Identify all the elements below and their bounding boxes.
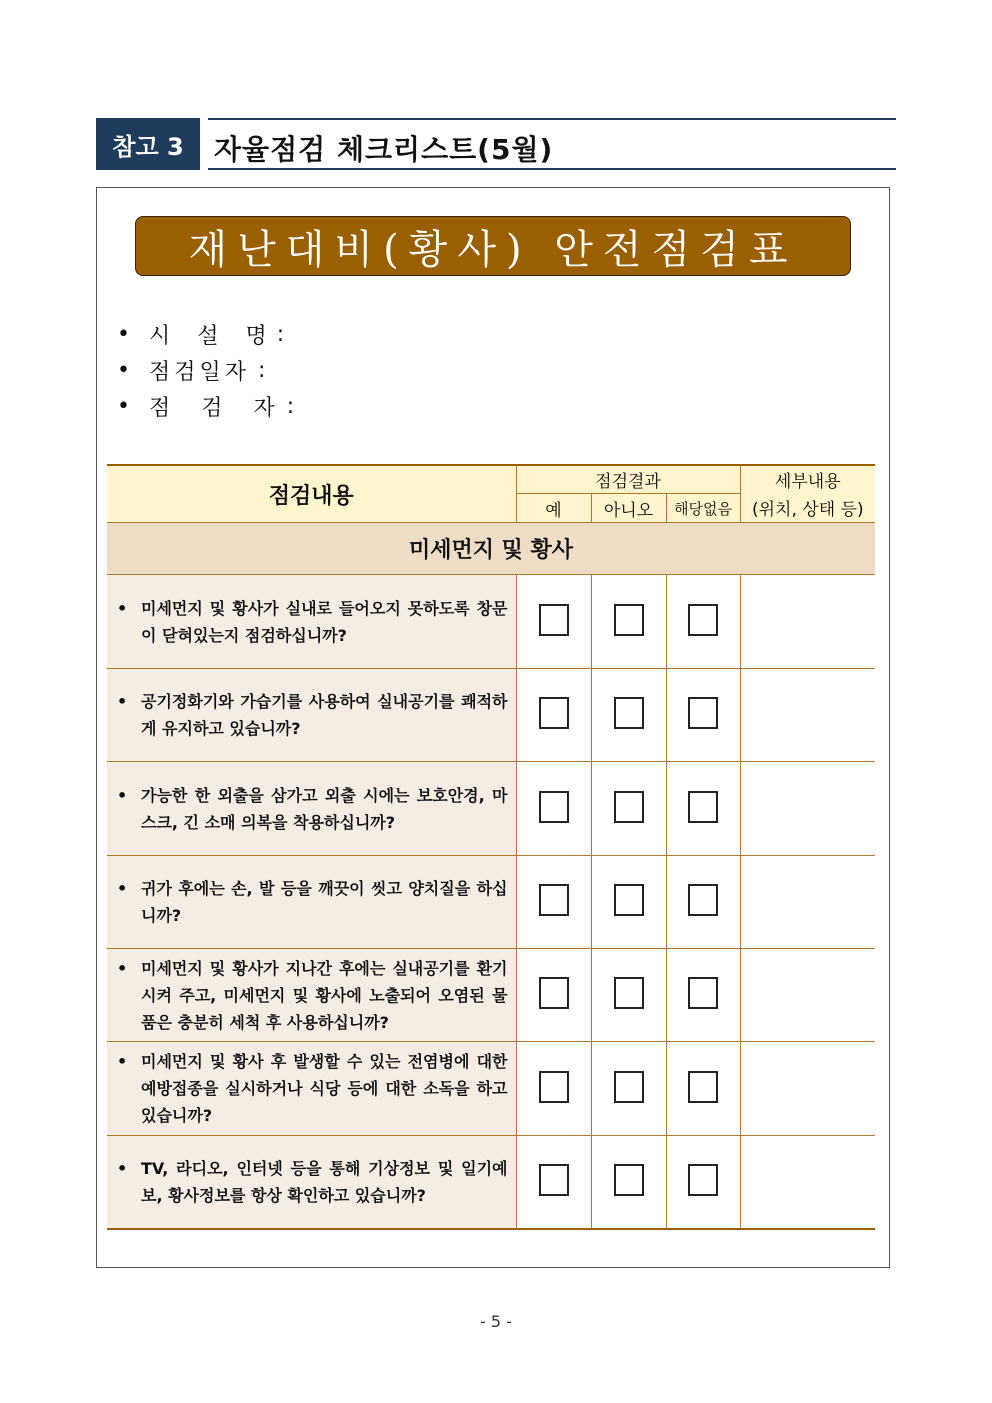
checkbox-no[interactable] xyxy=(614,884,644,916)
document-header xyxy=(96,118,896,170)
question-text: 미세먼지 및 황사가 실내로 들어오지 못하도록 창문이 닫혀있는지 점검하십니까? xyxy=(141,598,508,645)
bullet-icon: • xyxy=(117,598,128,618)
table-row xyxy=(107,856,875,949)
bullet-icon: • xyxy=(117,958,128,978)
question-text: TV, 라디오, 인터넷 등을 통해 기상정보 및 일기예보, 황사정보를 항상 확인하고 있습니까? xyxy=(141,1158,508,1205)
column-header-content: 점검내용 xyxy=(107,465,516,523)
option-no-header: 아니오 xyxy=(591,494,666,523)
question-text: 미세먼지 및 황사 후 발생할 수 있는 전염병에 대한 예방접종을 실시하거나 식당 등에 대한 소독을 하고 있습니까? xyxy=(141,1052,508,1125)
checkbox-na[interactable] xyxy=(688,1071,718,1103)
checkbox-no[interactable] xyxy=(614,1071,644,1103)
bullet-icon: • xyxy=(117,393,130,419)
checkbox-no[interactable] xyxy=(614,697,644,729)
detail-field[interactable] xyxy=(740,1042,875,1136)
checkbox-na[interactable] xyxy=(688,791,718,823)
bullet-icon: • xyxy=(117,357,130,383)
info-inspector[interactable] xyxy=(117,388,294,424)
checkbox-na[interactable] xyxy=(688,604,718,636)
checkbox-yes[interactable] xyxy=(539,791,569,823)
question-cell xyxy=(107,949,516,1042)
detail-field[interactable] xyxy=(740,762,875,856)
question-cell xyxy=(107,1042,516,1136)
checkbox-yes[interactable] xyxy=(539,1071,569,1103)
detail-field[interactable] xyxy=(740,669,875,762)
column-header-detail: 세부내용 xyxy=(740,465,875,494)
bullet-icon: • xyxy=(117,1158,128,1178)
question-text: 공기정화기와 가습기를 사용하여 실내공기를 쾌적하게 유지하고 있습니까? xyxy=(141,692,508,738)
question-cell xyxy=(107,856,516,949)
bullet-icon: • xyxy=(117,692,128,711)
question-cell xyxy=(107,762,516,856)
question-cell xyxy=(107,575,516,669)
title-bar xyxy=(208,118,896,170)
table-row xyxy=(107,762,875,856)
question-cell xyxy=(107,669,516,762)
detail-field[interactable] xyxy=(740,575,875,669)
checkbox-na[interactable] xyxy=(688,697,718,729)
checkbox-no[interactable] xyxy=(614,1164,644,1196)
question-text: 가능한 한 외출을 삼가고 외출 시에는 보호안경, 마스크, 긴 소매 의복을 착용하십니까? xyxy=(141,785,508,832)
checkbox-yes[interactable] xyxy=(539,977,569,1009)
checkbox-no[interactable] xyxy=(614,604,644,636)
info-label: 점검일자 xyxy=(149,359,251,385)
reference-tag: 참고 3 xyxy=(96,118,200,170)
checkbox-na[interactable] xyxy=(688,977,718,1009)
table-row xyxy=(107,1042,875,1136)
info-facility[interactable] xyxy=(117,316,294,352)
bullet-icon: • xyxy=(117,321,130,347)
checkbox-yes[interactable] xyxy=(539,884,569,916)
table-row xyxy=(107,1136,875,1229)
detail-field[interactable] xyxy=(740,949,875,1042)
info-separator: : xyxy=(286,393,295,419)
checkbox-yes[interactable] xyxy=(539,604,569,636)
question-cell xyxy=(107,1136,516,1229)
info-date[interactable] xyxy=(117,352,294,388)
option-yes-header: 예 xyxy=(516,494,591,523)
column-header-result: 점검결과 xyxy=(516,465,740,494)
info-label: 점 검 자 xyxy=(149,395,287,421)
info-separator: : xyxy=(276,321,285,347)
table-row xyxy=(107,949,875,1042)
detail-field[interactable] xyxy=(740,856,875,949)
option-na-header: 해당없음 xyxy=(666,494,740,523)
checkbox-yes[interactable] xyxy=(539,1164,569,1196)
page-number: - 5 - xyxy=(480,1312,512,1331)
checkbox-na[interactable] xyxy=(688,884,718,916)
checklist-frame xyxy=(96,187,890,1268)
info-separator: : xyxy=(258,357,266,383)
bullet-icon: • xyxy=(117,1052,128,1071)
checkbox-no[interactable] xyxy=(614,977,644,1009)
question-text: 귀가 후에는 손, 발 등을 깨끗이 씻고 양치질을 하십니까? xyxy=(141,879,508,925)
table-row xyxy=(107,669,875,762)
question-text: 미세먼지 및 황사가 지나간 후에는 실내공기를 환기시켜 주고, 미세먼지 및 황사에 노출되어 오염된 물품은 충분히 세척 후 사용하십니까? xyxy=(141,958,508,1032)
checkbox-no[interactable] xyxy=(614,791,644,823)
section-title: 미세먼지 및 황사 xyxy=(107,523,875,575)
detail-field[interactable] xyxy=(740,1136,875,1229)
column-header-detail-sub: (위치, 상태 등) xyxy=(740,494,875,523)
bullet-icon: • xyxy=(117,879,128,898)
page-title: 자율점검 체크리스트(5월) xyxy=(214,133,554,166)
info-fields xyxy=(117,316,294,424)
checkbox-na[interactable] xyxy=(688,1164,718,1196)
checklist-table xyxy=(107,464,875,1230)
table-row xyxy=(107,575,875,669)
info-label: 시 설 명 xyxy=(149,323,277,349)
checklist-banner: 재난대비(황사) 안전점검표 xyxy=(135,216,851,276)
checkbox-yes[interactable] xyxy=(539,697,569,729)
bullet-icon: • xyxy=(117,785,128,805)
